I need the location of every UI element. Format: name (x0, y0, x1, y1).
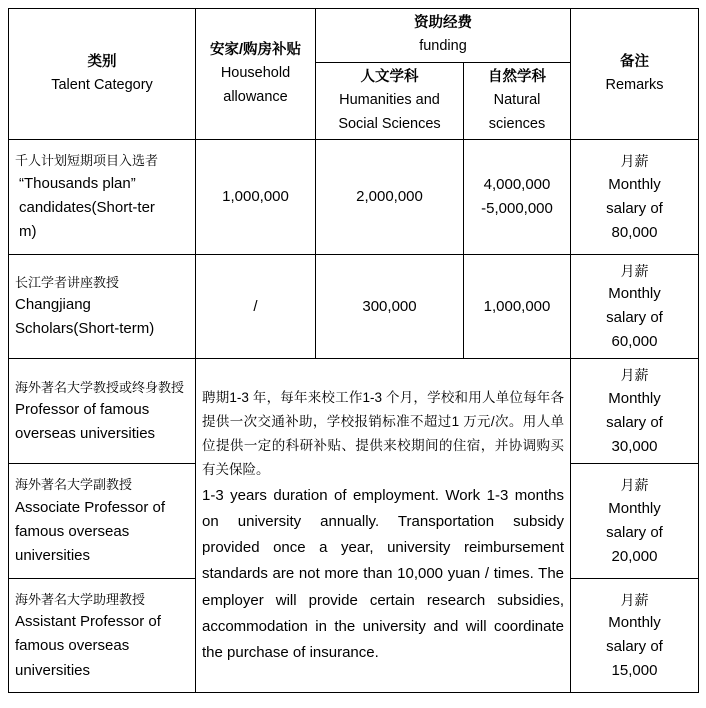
category-en-line1: Assistant Professor of (15, 613, 161, 630)
table-header (9, 9, 699, 140)
category-en-line2: overseas universities (15, 424, 156, 442)
header-household-allowance-cn: 安家/购房补贴 (209, 41, 302, 58)
category-cn: 长江学者讲座教授 (15, 275, 120, 291)
natural-value-line1: 1,000,000 (483, 297, 551, 315)
header-talent-category-en: Talent Category (51, 77, 153, 94)
natural-value-line2: -5,000,000 (481, 200, 553, 218)
humanities-value: 2,000,000 (356, 188, 423, 206)
cell-category-associate-professor-overseas (9, 464, 196, 579)
remark-cn: 月薪 (620, 367, 649, 384)
header-humanities-en-line2: Social Sciences (338, 115, 441, 132)
household-value: / (253, 297, 258, 315)
cell-natural-funding (464, 140, 571, 255)
category-en-line2: Scholars(Short-term) (15, 320, 155, 338)
cell-natural-funding (464, 255, 571, 359)
table-body (9, 140, 699, 693)
header-funding-en: funding (419, 38, 467, 55)
cell-remarks (571, 579, 699, 693)
cell-remarks (571, 464, 699, 579)
header-humanities-en-line1: Humanities and (339, 92, 440, 109)
category-en-line2: famous overseas (15, 637, 130, 655)
header-talent-category-cn: 类别 (87, 53, 117, 70)
header-talent-category (9, 9, 196, 140)
cell-humanities-funding (316, 255, 464, 359)
remark-en-line2: salary of (606, 413, 663, 431)
remark-en-line2: salary of (606, 523, 663, 541)
remark-amount: 15,000 (611, 662, 658, 680)
document-page (0, 8, 706, 708)
header-humanities-cn: 人文学科 (360, 68, 419, 85)
category-en-line1: Associate Professor of (15, 498, 166, 516)
talent-policy-table (8, 8, 699, 693)
remark-cn: 月薪 (620, 153, 649, 170)
category-cn: 海外著名大学副教授 (15, 477, 133, 493)
category-cn: 海外著名大学助理教授 (15, 591, 146, 607)
header-remarks-cn: 备注 (620, 53, 649, 70)
category-en-line3: universities (15, 547, 91, 565)
category-en-line1: “Thousands plan” (19, 174, 136, 192)
cell-remarks (571, 359, 699, 464)
notes-chinese: 聘期1-3 年，每年来校工作1-3 个月，学校和用人单位每年各提供一次交通补助，学校报销标准不超过1 万元/次。用人单位提供一定的科研补贴、提供来校期间的住宿，并协调购买有关保险。 (202, 390, 564, 478)
cell-category-thousands-plan (9, 140, 196, 255)
header-natural-sciences (464, 62, 571, 139)
category-en-line2: candidates(Short-ter (19, 198, 155, 216)
cell-category-professor-overseas (9, 359, 196, 464)
humanities-value: 300,000 (362, 297, 417, 315)
header-funding (316, 9, 571, 63)
category-cn: 海外著名大学教授或终身教授 (15, 379, 185, 395)
remark-en-line2: salary of (606, 638, 663, 656)
cell-household-allowance (196, 140, 316, 255)
remark-amount: 60,000 (611, 333, 658, 351)
remark-en-line1: Monthly (608, 499, 661, 517)
remark-en-line1: Monthly (608, 389, 661, 407)
natural-value-line1: 4,000,000 (483, 176, 551, 194)
cell-category-changjiang-scholars (9, 255, 196, 359)
remark-cn: 月薪 (620, 591, 649, 608)
remark-amount: 80,000 (611, 223, 658, 241)
header-remarks (571, 9, 699, 140)
cell-humanities-funding (316, 140, 464, 255)
header-humanities (316, 62, 464, 139)
category-en-line3: m) (19, 223, 37, 241)
remark-en-line1: Monthly (608, 175, 661, 193)
notes-english: 1-3 years duration of employment. Work 1-3 months on university annually. Transportation subsidy provided once a year, university reimbursement standards are not more than 10,000 yuan / times. The employer will provide certain research subsidies, accommodation in the university and will coordinate the purchase of insurance. (202, 487, 564, 661)
category-en-line1: Changjiang (15, 296, 91, 314)
household-value: 1,000,000 (222, 188, 289, 206)
table-row (9, 359, 699, 464)
cell-household-allowance (196, 255, 316, 359)
header-natural-sciences-en-line1: Natural (493, 92, 541, 109)
remark-amount: 20,000 (611, 547, 658, 565)
category-cn: 千人计划短期项目入选者 (15, 153, 159, 169)
remark-cn: 月薪 (620, 477, 649, 494)
cell-category-assistant-professor-overseas (9, 579, 196, 693)
remark-cn: 月薪 (620, 262, 649, 279)
header-row-top (9, 9, 699, 63)
remark-amount: 30,000 (611, 437, 658, 455)
cell-remarks (571, 255, 699, 359)
table-row (9, 140, 699, 255)
header-household-allowance (196, 9, 316, 140)
header-natural-sciences-en-line2: sciences (488, 115, 546, 132)
header-funding-cn: 资助经费 (414, 15, 472, 31)
header-household-allowance-en-line1: Household (220, 65, 291, 82)
remark-en-line2: salary of (606, 309, 663, 327)
cell-employment-notes (196, 359, 571, 693)
remark-en-line1: Monthly (608, 285, 661, 303)
header-natural-sciences-cn: 自然学科 (488, 68, 546, 85)
category-en-line1: Professor of famous (15, 400, 150, 418)
category-en-line3: universities (15, 661, 91, 679)
category-en-line2: famous overseas (15, 522, 130, 540)
header-household-allowance-en-line2: allowance (223, 88, 288, 105)
table-row (9, 255, 699, 359)
remark-en-line2: salary of (606, 199, 663, 217)
cell-remarks (571, 140, 699, 255)
remark-en-line1: Monthly (608, 614, 661, 632)
header-remarks-en: Remarks (605, 77, 664, 94)
